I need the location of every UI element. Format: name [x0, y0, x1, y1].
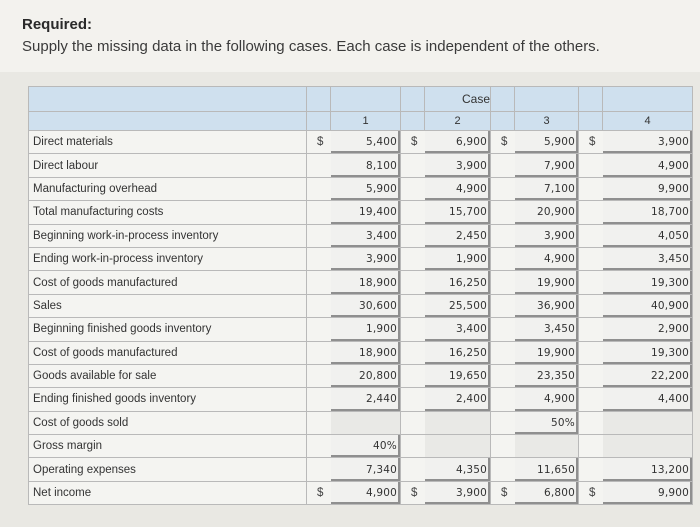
currency-cell: $ [491, 481, 515, 504]
row-label: Direct materials [29, 131, 307, 154]
case-4-input[interactable]: 13,200 [603, 458, 693, 481]
case-1-input[interactable]: 3,900 [331, 247, 401, 270]
currency-cell [401, 411, 425, 434]
currency-cell [307, 154, 331, 177]
case-2-input[interactable]: 25,500 [425, 294, 491, 317]
currency-cell [401, 435, 425, 458]
currency-cell [491, 247, 515, 270]
currency-cell [307, 341, 331, 364]
currency-cell: $ [307, 131, 331, 154]
currency-cell [307, 294, 331, 317]
currency-cell [401, 224, 425, 247]
table-row [29, 364, 693, 387]
cases-table [28, 86, 693, 505]
case-1-input[interactable]: 1,900 [331, 318, 401, 341]
case-number-4: 4 [603, 112, 693, 131]
currency-cell: $ [491, 131, 515, 154]
currency-cell [579, 177, 603, 200]
case-4-input[interactable]: 22,200 [603, 364, 693, 387]
currency-cell [491, 201, 515, 224]
case-3-input[interactable]: 23,350 [515, 364, 579, 387]
case-1-input[interactable]: 18,900 [331, 271, 401, 294]
case-number-2: 2 [425, 112, 491, 131]
case-3-input[interactable]: 3,900 [515, 224, 579, 247]
currency-cell [579, 388, 603, 411]
currency-cell [491, 435, 515, 458]
case-4-input[interactable]: 4,900 [603, 154, 693, 177]
case-3-input[interactable]: 4,900 [515, 388, 579, 411]
case-1-input[interactable]: 30,600 [331, 294, 401, 317]
currency-cell [307, 318, 331, 341]
currency-cell [307, 177, 331, 200]
table-row [29, 201, 693, 224]
currency-cell [401, 364, 425, 387]
currency-cell [491, 411, 515, 434]
row-label: Sales [29, 294, 307, 317]
case-2-input[interactable]: 15,700 [425, 201, 491, 224]
case-2-input[interactable]: 16,250 [425, 271, 491, 294]
table-row [29, 224, 693, 247]
case-4-input[interactable]: 40,900 [603, 294, 693, 317]
case-3-input[interactable]: 36,900 [515, 294, 579, 317]
case-1-input[interactable]: 2,440 [331, 388, 401, 411]
table-row [29, 341, 693, 364]
currency-cell [401, 271, 425, 294]
case-2-input[interactable]: 2,400 [425, 388, 491, 411]
table-row [29, 458, 693, 481]
table-row [29, 481, 693, 504]
case-4-input[interactable]: 19,300 [603, 341, 693, 364]
case-2-input[interactable]: 3,900 [425, 154, 491, 177]
required-heading: Required: [22, 16, 93, 33]
currency-cell [491, 271, 515, 294]
currency-cell [401, 177, 425, 200]
row-label: Beginning finished goods inventory [29, 318, 307, 341]
currency-cell [401, 201, 425, 224]
case-1-input[interactable]: 5,400 [331, 131, 401, 154]
case-3-input[interactable]: 19,900 [515, 341, 579, 364]
table-row [29, 294, 693, 317]
case-number-1: 1 [331, 112, 401, 131]
case-1-input[interactable]: 3,400 [331, 224, 401, 247]
currency-cell: $ [401, 481, 425, 504]
table-row [29, 131, 693, 154]
currency-cell [491, 294, 515, 317]
currency-cell [401, 247, 425, 270]
currency-cell [401, 388, 425, 411]
currency-cell [491, 318, 515, 341]
case-2-input[interactable]: 4,900 [425, 177, 491, 200]
case-4-input[interactable]: 4,050 [603, 224, 693, 247]
currency-cell [401, 341, 425, 364]
case-number-row [29, 112, 693, 131]
case-title: Case [425, 87, 491, 112]
case-2-input[interactable] [425, 411, 491, 434]
case-1-input[interactable]: 7,340 [331, 458, 401, 481]
header [0, 0, 700, 72]
case-2-input[interactable]: 19,650 [425, 364, 491, 387]
case-3-input[interactable]: 7,100 [515, 177, 579, 200]
currency-cell [401, 154, 425, 177]
currency-cell [307, 247, 331, 270]
case-3-input[interactable]: 4,900 [515, 247, 579, 270]
case-2-input[interactable]: 1,900 [425, 247, 491, 270]
case-1-input[interactable]: 5,900 [331, 177, 401, 200]
currency-cell [307, 271, 331, 294]
currency-cell [491, 364, 515, 387]
currency-cell: $ [401, 131, 425, 154]
case-3-input[interactable]: 11,650 [515, 458, 579, 481]
table-row [29, 271, 693, 294]
currency-cell [579, 154, 603, 177]
currency-cell [401, 318, 425, 341]
currency-cell [579, 341, 603, 364]
currency-cell [579, 201, 603, 224]
currency-cell [579, 271, 603, 294]
case-4-input[interactable] [603, 435, 693, 458]
case-3-input[interactable]: 3,450 [515, 318, 579, 341]
case-1-input[interactable]: 40% [331, 435, 401, 458]
case-4-input[interactable]: 9,900 [603, 481, 693, 504]
currency-cell [579, 224, 603, 247]
currency-cell: $ [579, 131, 603, 154]
case-2-input[interactable]: 2,450 [425, 224, 491, 247]
table-row [29, 388, 693, 411]
table-row [29, 411, 693, 434]
currency-cell [579, 435, 603, 458]
case-3-input[interactable]: 5,900 [515, 131, 579, 154]
case-1-input[interactable]: 19,400 [331, 201, 401, 224]
case-3-input[interactable]: 19,900 [515, 271, 579, 294]
currency-cell [401, 294, 425, 317]
case-4-input[interactable]: 9,900 [603, 177, 693, 200]
currency-cell: $ [579, 481, 603, 504]
case-4-input[interactable]: 3,450 [603, 247, 693, 270]
currency-cell [307, 201, 331, 224]
row-label: Ending work-in-process inventory [29, 247, 307, 270]
case-2-input[interactable]: 3,400 [425, 318, 491, 341]
case-1-input[interactable]: 4,900 [331, 481, 401, 504]
row-label: Ending finished goods inventory [29, 388, 307, 411]
currency-cell: $ [307, 481, 331, 504]
currency-cell [307, 388, 331, 411]
case-4-input[interactable] [603, 411, 693, 434]
row-label: Net income [29, 481, 307, 504]
currency-cell [307, 364, 331, 387]
currency-cell [579, 247, 603, 270]
case-2-input[interactable]: 3,900 [425, 481, 491, 504]
case-4-input[interactable]: 19,300 [603, 271, 693, 294]
currency-cell [491, 177, 515, 200]
case-3-input[interactable]: 20,900 [515, 201, 579, 224]
currency-cell [307, 435, 331, 458]
currency-cell [307, 458, 331, 481]
case-1-input[interactable]: 20,800 [331, 364, 401, 387]
table-row [29, 318, 693, 341]
currency-cell [491, 458, 515, 481]
table-row [29, 247, 693, 270]
case-4-input[interactable]: 3,900 [603, 131, 693, 154]
row-label: Operating expenses [29, 458, 307, 481]
header-blank [29, 87, 307, 112]
currency-cell [491, 388, 515, 411]
row-label: Cost of goods manufactured [29, 341, 307, 364]
currency-cell [491, 341, 515, 364]
table-row [29, 154, 693, 177]
case-3-input[interactable]: 50% [515, 411, 579, 434]
row-label: Total manufacturing costs [29, 201, 307, 224]
case-2-input[interactable]: 4,350 [425, 458, 491, 481]
table-row [29, 177, 693, 200]
row-label: Cost of goods manufactured [29, 271, 307, 294]
case-number-3: 3 [515, 112, 579, 131]
table-row [29, 435, 693, 458]
case-4-input[interactable]: 4,400 [603, 388, 693, 411]
currency-cell [579, 411, 603, 434]
case-3-input[interactable]: 7,900 [515, 154, 579, 177]
case-4-input[interactable]: 18,700 [603, 201, 693, 224]
case-header-row [29, 87, 693, 112]
row-label: Gross margin [29, 435, 307, 458]
cases-table-wrapper [28, 86, 692, 516]
case-1-input[interactable]: 8,100 [331, 154, 401, 177]
instructions-text: Supply the missing data in the following cases. Each case is independent of the others. [22, 38, 600, 55]
case-2-input[interactable] [425, 435, 491, 458]
row-label: Goods available for sale [29, 364, 307, 387]
currency-cell [579, 458, 603, 481]
row-label: Direct labour [29, 154, 307, 177]
case-2-input[interactable]: 6,900 [425, 131, 491, 154]
currency-cell [307, 411, 331, 434]
row-label: Manufacturing overhead [29, 177, 307, 200]
currency-cell [401, 458, 425, 481]
currency-cell [579, 318, 603, 341]
case-1-input[interactable]: 18,900 [331, 341, 401, 364]
currency-cell [579, 294, 603, 317]
currency-cell [491, 224, 515, 247]
case-1-input[interactable] [331, 411, 401, 434]
case-3-input[interactable] [515, 435, 579, 458]
currency-cell [579, 364, 603, 387]
row-label: Cost of goods sold [29, 411, 307, 434]
row-label: Beginning work-in-process inventory [29, 224, 307, 247]
currency-cell [307, 224, 331, 247]
case-2-input[interactable]: 16,250 [425, 341, 491, 364]
case-4-input[interactable]: 2,900 [603, 318, 693, 341]
currency-cell [491, 154, 515, 177]
case-3-input[interactable]: 6,800 [515, 481, 579, 504]
